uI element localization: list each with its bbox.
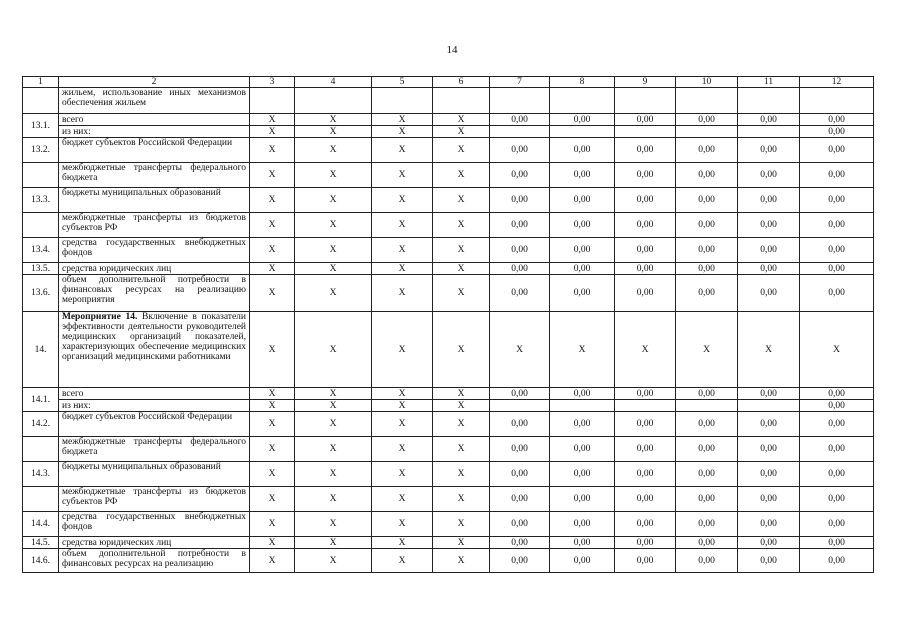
value-cell: X xyxy=(372,487,433,512)
value-cell: 0,00 xyxy=(738,263,800,275)
value-cell: 0,00 xyxy=(490,275,550,312)
value-cell xyxy=(800,88,874,114)
row-description: из них: xyxy=(59,400,250,412)
value-cell xyxy=(433,88,490,114)
budget-table xyxy=(22,76,874,573)
table-row xyxy=(23,238,874,263)
value-cell: 0,00 xyxy=(738,213,800,238)
value-cell: 0,00 xyxy=(738,388,800,400)
value-cell: 0,00 xyxy=(800,163,874,188)
value-cell: X xyxy=(433,275,490,312)
value-cell: X xyxy=(800,312,874,388)
value-cell: 0,00 xyxy=(550,462,615,487)
value-cell: 0,00 xyxy=(800,462,874,487)
value-cell: X xyxy=(250,138,295,163)
header-cell: 9 xyxy=(615,77,676,88)
value-cell: 0,00 xyxy=(550,537,615,549)
value-cell: X xyxy=(372,549,433,573)
value-cell: 0,00 xyxy=(615,263,676,275)
value-cell: X xyxy=(250,188,295,213)
row-description: всего xyxy=(59,114,250,126)
value-cell: 0,00 xyxy=(800,537,874,549)
table-row xyxy=(23,275,874,312)
value-cell: 0,00 xyxy=(550,213,615,238)
value-cell: 0,00 xyxy=(490,138,550,163)
table-row xyxy=(23,437,874,462)
value-cell: 0,00 xyxy=(676,188,738,213)
value-cell: X xyxy=(295,238,372,263)
value-cell: X xyxy=(550,312,615,388)
row-number: 14.6. xyxy=(23,549,59,573)
value-cell xyxy=(295,88,372,114)
value-cell: X xyxy=(433,400,490,412)
row-description: объем дополнительной потребности в финансовых ресурсах на реализацию мероприятия xyxy=(59,275,250,312)
value-cell: 0,00 xyxy=(676,263,738,275)
value-cell: 0,00 xyxy=(800,487,874,512)
table-row xyxy=(23,487,874,512)
row-description xyxy=(59,312,250,388)
value-cell: X xyxy=(372,437,433,462)
value-cell: X xyxy=(433,213,490,238)
value-cell: 0,00 xyxy=(550,275,615,312)
value-cell: 0,00 xyxy=(676,275,738,312)
value-cell: 0,00 xyxy=(490,213,550,238)
value-cell: X xyxy=(250,163,295,188)
value-cell: 0,00 xyxy=(615,238,676,263)
value-cell: X xyxy=(372,188,433,213)
value-cell: 0,00 xyxy=(550,549,615,573)
value-cell: 0,00 xyxy=(800,400,874,412)
value-cell: X xyxy=(372,400,433,412)
value-cell: X xyxy=(372,412,433,437)
value-cell: X xyxy=(250,462,295,487)
value-cell: X xyxy=(372,213,433,238)
row-description: средства государственных внебюджетных фондов xyxy=(59,238,250,263)
value-cell: X xyxy=(372,312,433,388)
value-cell: X xyxy=(295,114,372,126)
value-cell: 0,00 xyxy=(676,412,738,437)
value-cell: 0,00 xyxy=(490,163,550,188)
value-cell: X xyxy=(433,163,490,188)
value-cell: 0,00 xyxy=(550,138,615,163)
value-cell: 0,00 xyxy=(676,512,738,537)
value-cell: X xyxy=(295,462,372,487)
value-cell: 0,00 xyxy=(615,213,676,238)
value-cell: 0,00 xyxy=(738,487,800,512)
header-cell: 6 xyxy=(433,77,490,88)
header-row xyxy=(23,77,874,88)
value-cell: 0,00 xyxy=(490,263,550,275)
value-cell: 0,00 xyxy=(550,487,615,512)
value-cell: 0,00 xyxy=(676,138,738,163)
value-cell: 0,00 xyxy=(800,263,874,275)
header-cell: 10 xyxy=(676,77,738,88)
value-cell: X xyxy=(372,163,433,188)
value-cell: 0,00 xyxy=(800,126,874,138)
value-cell: 0,00 xyxy=(738,114,800,126)
value-cell: 0,00 xyxy=(490,512,550,537)
value-cell: 0,00 xyxy=(615,487,676,512)
table-row xyxy=(23,549,874,573)
value-cell: 0,00 xyxy=(615,163,676,188)
value-cell: 0,00 xyxy=(550,188,615,213)
row-description-text: Включение в показатели эффективности деятельности руководителей медицинских организаций показателей, характеризующих обеспечение медицинских организаций медицинскими работниками xyxy=(62,312,246,362)
value-cell: X xyxy=(433,114,490,126)
row-number xyxy=(23,437,59,462)
value-cell: X xyxy=(433,549,490,573)
value-cell xyxy=(490,88,550,114)
header-cell: 12 xyxy=(800,77,874,88)
value-cell: X xyxy=(433,487,490,512)
value-cell: 0,00 xyxy=(676,549,738,573)
row-number: 14.5. xyxy=(23,537,59,549)
value-cell: X xyxy=(250,437,295,462)
value-cell: X xyxy=(676,312,738,388)
value-cell: X xyxy=(433,126,490,138)
value-cell: 0,00 xyxy=(615,537,676,549)
table-row xyxy=(23,388,874,400)
table-row xyxy=(23,213,874,238)
value-cell: 0,00 xyxy=(550,388,615,400)
value-cell: 0,00 xyxy=(800,412,874,437)
row-description: бюджет субъектов Российской Федерации xyxy=(59,138,250,163)
header-cell: 2 xyxy=(59,77,250,88)
value-cell: 0,00 xyxy=(738,437,800,462)
value-cell: 0,00 xyxy=(738,188,800,213)
table-row xyxy=(23,126,874,138)
table-row xyxy=(23,512,874,537)
value-cell xyxy=(615,88,676,114)
row-description: объем дополнительной потребности в финансовых ресурсах на реализацию xyxy=(59,549,250,573)
row-description: межбюджетные трансферты федерального бюджета xyxy=(59,437,250,462)
value-cell: X xyxy=(372,238,433,263)
value-cell: X xyxy=(372,114,433,126)
value-cell: 0,00 xyxy=(550,437,615,462)
value-cell: X xyxy=(250,487,295,512)
value-cell: X xyxy=(433,238,490,263)
value-cell: 0,00 xyxy=(490,238,550,263)
row-number: 14.3. xyxy=(23,462,59,487)
value-cell: X xyxy=(433,462,490,487)
value-cell: X xyxy=(372,138,433,163)
value-cell: 0,00 xyxy=(738,412,800,437)
value-cell: X xyxy=(433,138,490,163)
table-row xyxy=(23,312,874,388)
value-cell: 0,00 xyxy=(490,412,550,437)
value-cell: 0,00 xyxy=(615,412,676,437)
value-cell: X xyxy=(295,549,372,573)
value-cell xyxy=(490,126,550,138)
value-cell: 0,00 xyxy=(676,462,738,487)
value-cell: 0,00 xyxy=(490,487,550,512)
value-cell: 0,00 xyxy=(490,462,550,487)
row-description: межбюджетные трансферты федерального бюджета xyxy=(59,163,250,188)
value-cell: X xyxy=(372,263,433,275)
value-cell: X xyxy=(250,537,295,549)
value-cell: 0,00 xyxy=(550,512,615,537)
value-cell: 0,00 xyxy=(738,549,800,573)
row-number: 13.3. xyxy=(23,188,59,213)
value-cell: X xyxy=(372,512,433,537)
row-number: 13.2. xyxy=(23,138,59,163)
table-row xyxy=(23,188,874,213)
row-description: бюджеты муниципальных образований xyxy=(59,188,250,213)
value-cell xyxy=(676,400,738,412)
value-cell: X xyxy=(295,163,372,188)
value-cell: 0,00 xyxy=(676,114,738,126)
value-cell: X xyxy=(295,312,372,388)
value-cell: 0,00 xyxy=(738,163,800,188)
value-cell: X xyxy=(433,263,490,275)
value-cell: X xyxy=(295,138,372,163)
value-cell: 0,00 xyxy=(676,487,738,512)
value-cell: X xyxy=(295,126,372,138)
value-cell: 0,00 xyxy=(738,138,800,163)
value-cell: 0,00 xyxy=(550,163,615,188)
row-description: из них: xyxy=(59,126,250,138)
value-cell: 0,00 xyxy=(800,512,874,537)
value-cell: 0,00 xyxy=(800,238,874,263)
value-cell: X xyxy=(295,400,372,412)
value-cell: 0,00 xyxy=(490,114,550,126)
value-cell: 0,00 xyxy=(615,549,676,573)
header-cell: 7 xyxy=(490,77,550,88)
value-cell: 0,00 xyxy=(615,114,676,126)
value-cell xyxy=(676,88,738,114)
value-cell: 0,00 xyxy=(676,238,738,263)
value-cell: 0,00 xyxy=(800,213,874,238)
value-cell: X xyxy=(738,312,800,388)
value-cell: 0,00 xyxy=(615,138,676,163)
value-cell: 0,00 xyxy=(738,537,800,549)
value-cell: X xyxy=(372,126,433,138)
value-cell: 0,00 xyxy=(800,388,874,400)
value-cell: 0,00 xyxy=(490,188,550,213)
row-number: 14. xyxy=(23,312,59,388)
row-description: средства государственных внебюджетных фондов xyxy=(59,512,250,537)
row-description: всего xyxy=(59,388,250,400)
value-cell: 0,00 xyxy=(615,188,676,213)
value-cell: 0,00 xyxy=(550,412,615,437)
value-cell: X xyxy=(295,537,372,549)
value-cell xyxy=(738,400,800,412)
value-cell: 0,00 xyxy=(738,512,800,537)
value-cell: X xyxy=(433,412,490,437)
header-cell: 11 xyxy=(738,77,800,88)
value-cell: 0,00 xyxy=(490,388,550,400)
value-cell: X xyxy=(250,213,295,238)
row-number: 14.4. xyxy=(23,512,59,537)
row-number: 13.4. xyxy=(23,238,59,263)
value-cell: 0,00 xyxy=(800,275,874,312)
value-cell: 0,00 xyxy=(738,462,800,487)
value-cell: 0,00 xyxy=(615,437,676,462)
value-cell: X xyxy=(250,126,295,138)
value-cell: X xyxy=(372,388,433,400)
value-cell: X xyxy=(250,412,295,437)
table-row xyxy=(23,163,874,188)
value-cell: 0,00 xyxy=(490,549,550,573)
value-cell: X xyxy=(295,388,372,400)
value-cell: X xyxy=(295,188,372,213)
value-cell: X xyxy=(295,263,372,275)
value-cell: 0,00 xyxy=(676,437,738,462)
value-cell: X xyxy=(433,188,490,213)
value-cell: X xyxy=(615,312,676,388)
value-cell: X xyxy=(250,263,295,275)
table-row xyxy=(23,462,874,487)
header-cell: 1 xyxy=(23,77,59,88)
row-description: жильем, использование иных механизмов обеспечения жильем xyxy=(59,88,250,114)
row-number: 13.6. xyxy=(23,275,59,312)
value-cell: 0,00 xyxy=(676,537,738,549)
row-description: средства юридических лиц xyxy=(59,263,250,275)
value-cell: X xyxy=(250,312,295,388)
value-cell xyxy=(250,88,295,114)
header-cell: 8 xyxy=(550,77,615,88)
row-number: 14.2. xyxy=(23,412,59,437)
value-cell: 0,00 xyxy=(676,163,738,188)
value-cell xyxy=(550,400,615,412)
value-cell xyxy=(372,88,433,114)
value-cell: 0,00 xyxy=(615,462,676,487)
value-cell: X xyxy=(295,213,372,238)
value-cell: X xyxy=(372,537,433,549)
value-cell: X xyxy=(372,275,433,312)
value-cell: X xyxy=(250,512,295,537)
value-cell: X xyxy=(250,549,295,573)
table-row xyxy=(23,88,874,114)
value-cell: 0,00 xyxy=(800,188,874,213)
value-cell: 0,00 xyxy=(615,275,676,312)
value-cell: X xyxy=(250,275,295,312)
value-cell: X xyxy=(433,312,490,388)
table-row xyxy=(23,400,874,412)
row-description-bold: Мероприятие 14. xyxy=(62,312,138,322)
value-cell: 0,00 xyxy=(615,512,676,537)
row-number xyxy=(23,487,59,512)
value-cell: 0,00 xyxy=(615,388,676,400)
value-cell: X xyxy=(372,462,433,487)
value-cell xyxy=(615,126,676,138)
row-number: 13.5. xyxy=(23,263,59,275)
value-cell xyxy=(738,88,800,114)
table-row xyxy=(23,263,874,275)
row-number xyxy=(23,88,59,114)
value-cell: X xyxy=(295,437,372,462)
value-cell: 0,00 xyxy=(550,114,615,126)
value-cell xyxy=(550,88,615,114)
row-number xyxy=(23,213,59,238)
table-row xyxy=(23,412,874,437)
value-cell: 0,00 xyxy=(800,138,874,163)
header-cell: 5 xyxy=(372,77,433,88)
row-number: 13.1. xyxy=(23,114,59,138)
row-number xyxy=(23,163,59,188)
value-cell: 0,00 xyxy=(800,549,874,573)
value-cell: X xyxy=(250,400,295,412)
value-cell: X xyxy=(295,487,372,512)
value-cell: 0,00 xyxy=(676,388,738,400)
value-cell xyxy=(738,126,800,138)
value-cell: 0,00 xyxy=(676,213,738,238)
row-number: 14.1. xyxy=(23,388,59,412)
value-cell: X xyxy=(433,388,490,400)
value-cell: 0,00 xyxy=(490,537,550,549)
table-row xyxy=(23,537,874,549)
value-cell: 0,00 xyxy=(800,114,874,126)
value-cell: X xyxy=(250,114,295,126)
value-cell: 0,00 xyxy=(550,238,615,263)
value-cell: X xyxy=(295,275,372,312)
value-cell: X xyxy=(250,238,295,263)
page-number: 14 xyxy=(446,44,458,56)
value-cell: X xyxy=(490,312,550,388)
table-row xyxy=(23,114,874,126)
row-description: бюджет субъектов Российской Федерации xyxy=(59,412,250,437)
value-cell: 0,00 xyxy=(490,437,550,462)
value-cell xyxy=(490,400,550,412)
row-description: бюджеты муниципальных образований xyxy=(59,462,250,487)
value-cell: X xyxy=(433,537,490,549)
value-cell: 0,00 xyxy=(800,437,874,462)
value-cell: X xyxy=(295,512,372,537)
value-cell: X xyxy=(250,388,295,400)
value-cell: 0,00 xyxy=(550,263,615,275)
row-description: межбюджетные трансферты из бюджетов субъектов РФ xyxy=(59,487,250,512)
header-cell: 3 xyxy=(250,77,295,88)
value-cell xyxy=(615,400,676,412)
value-cell: X xyxy=(433,512,490,537)
value-cell: 0,00 xyxy=(738,275,800,312)
value-cell: X xyxy=(295,412,372,437)
header-cell: 4 xyxy=(295,77,372,88)
row-description: межбюджетные трансферты из бюджетов субъектов РФ xyxy=(59,213,250,238)
value-cell: X xyxy=(433,437,490,462)
value-cell xyxy=(550,126,615,138)
value-cell xyxy=(676,126,738,138)
table-row xyxy=(23,138,874,163)
row-description: средства юридических лиц xyxy=(59,537,250,549)
value-cell: 0,00 xyxy=(738,238,800,263)
